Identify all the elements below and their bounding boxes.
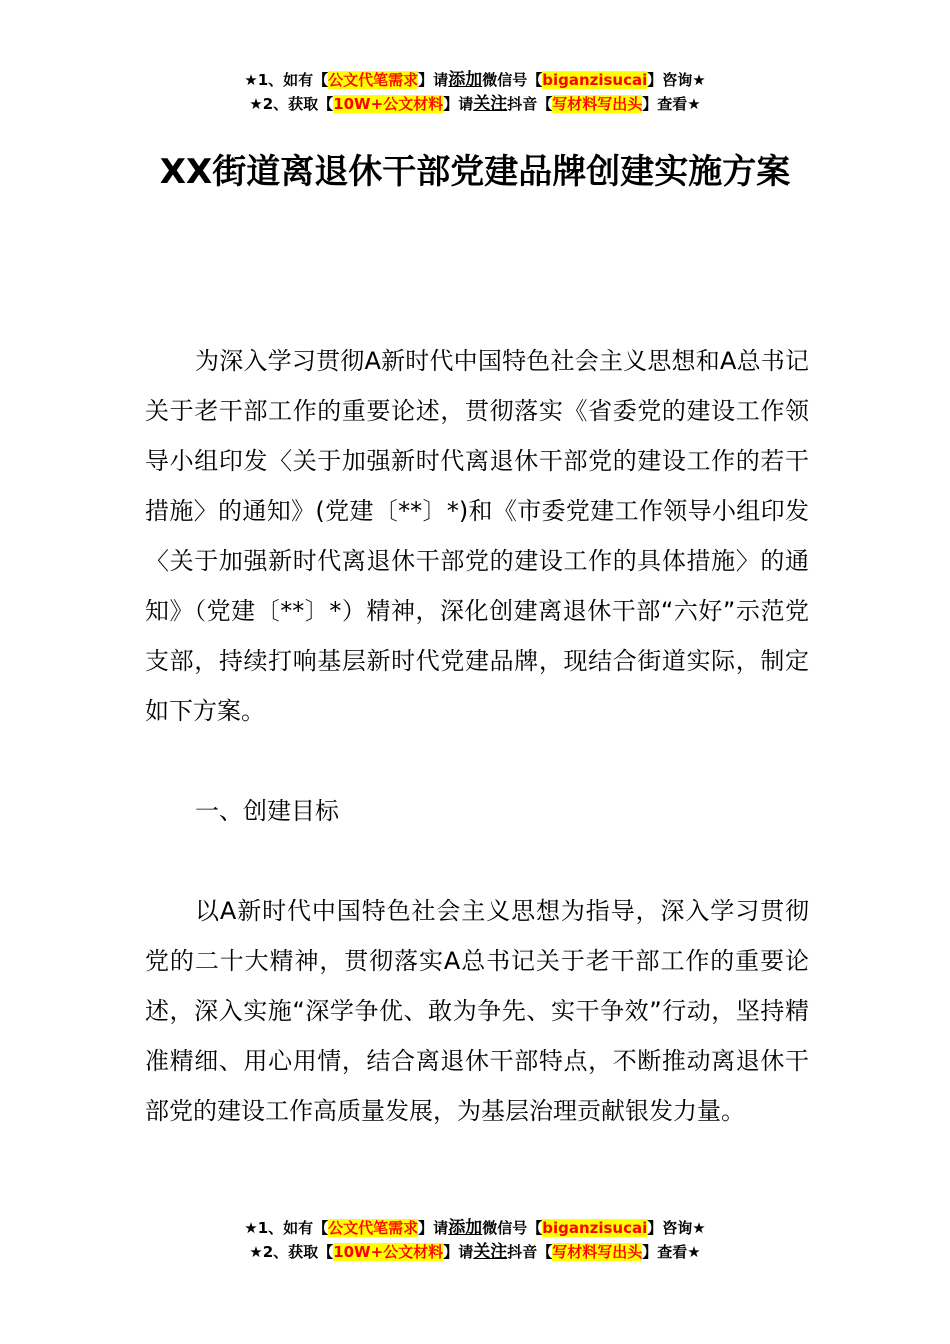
promo-line-2: [0, 92, 950, 116]
promo-text: 】查看★: [642, 1243, 701, 1261]
promo-line-2: [0, 1240, 950, 1264]
promo-text: ★2、获取【: [249, 1243, 334, 1261]
promo-emphasis: 关注: [473, 94, 508, 114]
promo-line-1: [0, 68, 950, 92]
promo-text: ★1、如有【: [244, 1219, 329, 1237]
promo-text: ★2、获取【: [249, 95, 334, 113]
promo-text: 】咨询★: [647, 1219, 706, 1237]
douyin-id-highlight: 写材料写出头: [552, 95, 643, 113]
promo-text: 抖音【: [507, 95, 553, 113]
section-heading-goals: 一、创建目标: [195, 797, 339, 825]
wechat-id-highlight: biganzisucai: [542, 71, 648, 89]
promo-text: 】请: [418, 1219, 449, 1237]
promo-text: 抖音【: [507, 1243, 553, 1261]
promo-highlight: 10W+公文材料: [333, 1243, 444, 1261]
promo-highlight: 公文代笔需求: [328, 71, 419, 89]
document-title: XX街道离退休干部党建品牌创建实施方案: [159, 152, 791, 192]
promo-text: 】请: [418, 71, 449, 89]
promo-text: 微信号【: [482, 71, 543, 89]
douyin-id-highlight: 写材料写出头: [552, 1243, 643, 1261]
promo-line-1: [0, 1216, 950, 1240]
promo-text: 】查看★: [642, 95, 701, 113]
wechat-id-highlight: biganzisucai: [542, 1219, 648, 1237]
promo-banner-top: [0, 68, 950, 116]
intro-paragraph: 为深入学习贯彻A新时代中国特色社会主义思想和A总书记关于老干部工作的重要论述，贯彻落实《省委党的建设工作领导小组印发〈关于加强新时代离退休干部党的建设工作的若干措施〉的通知》(党建〔**〕*)和《市委党建工作领导小组印发〈关于加强新时代离退休干部党的建设工作的具体措施〉的通知》（党建〔**〕*）精神，深化创建离退休干部“六好”示范党支部，持续打响基层新时代党建品牌，现结合街道实际，制定如下方案。: [145, 347, 809, 725]
promo-text: 微信号【: [482, 1219, 543, 1237]
goals-paragraph: 以A新时代中国特色社会主义思想为指导，深入学习贯彻党的二十大精神，贯彻落实A总书记关于老干部工作的重要论述，深入实施“深学争优、敢为争先、实干争效”行动，坚持精准精细、用心用情，结合离退休干部特点，不断推动离退休干部党的建设工作高质量发展，为基层治理贡献银发力量。: [145, 897, 809, 1125]
promo-banner-bottom: [0, 1216, 950, 1264]
promo-text: 】咨询★: [647, 71, 706, 89]
promo-text: 】请: [443, 95, 474, 113]
promo-emphasis: 添加: [448, 70, 483, 90]
promo-text: 】请: [443, 1243, 474, 1261]
promo-text: ★1、如有【: [244, 71, 329, 89]
promo-emphasis: 关注: [473, 1242, 508, 1262]
promo-highlight: 10W+公文材料: [333, 95, 444, 113]
promo-highlight: 公文代笔需求: [328, 1219, 419, 1237]
promo-emphasis: 添加: [448, 1218, 483, 1238]
